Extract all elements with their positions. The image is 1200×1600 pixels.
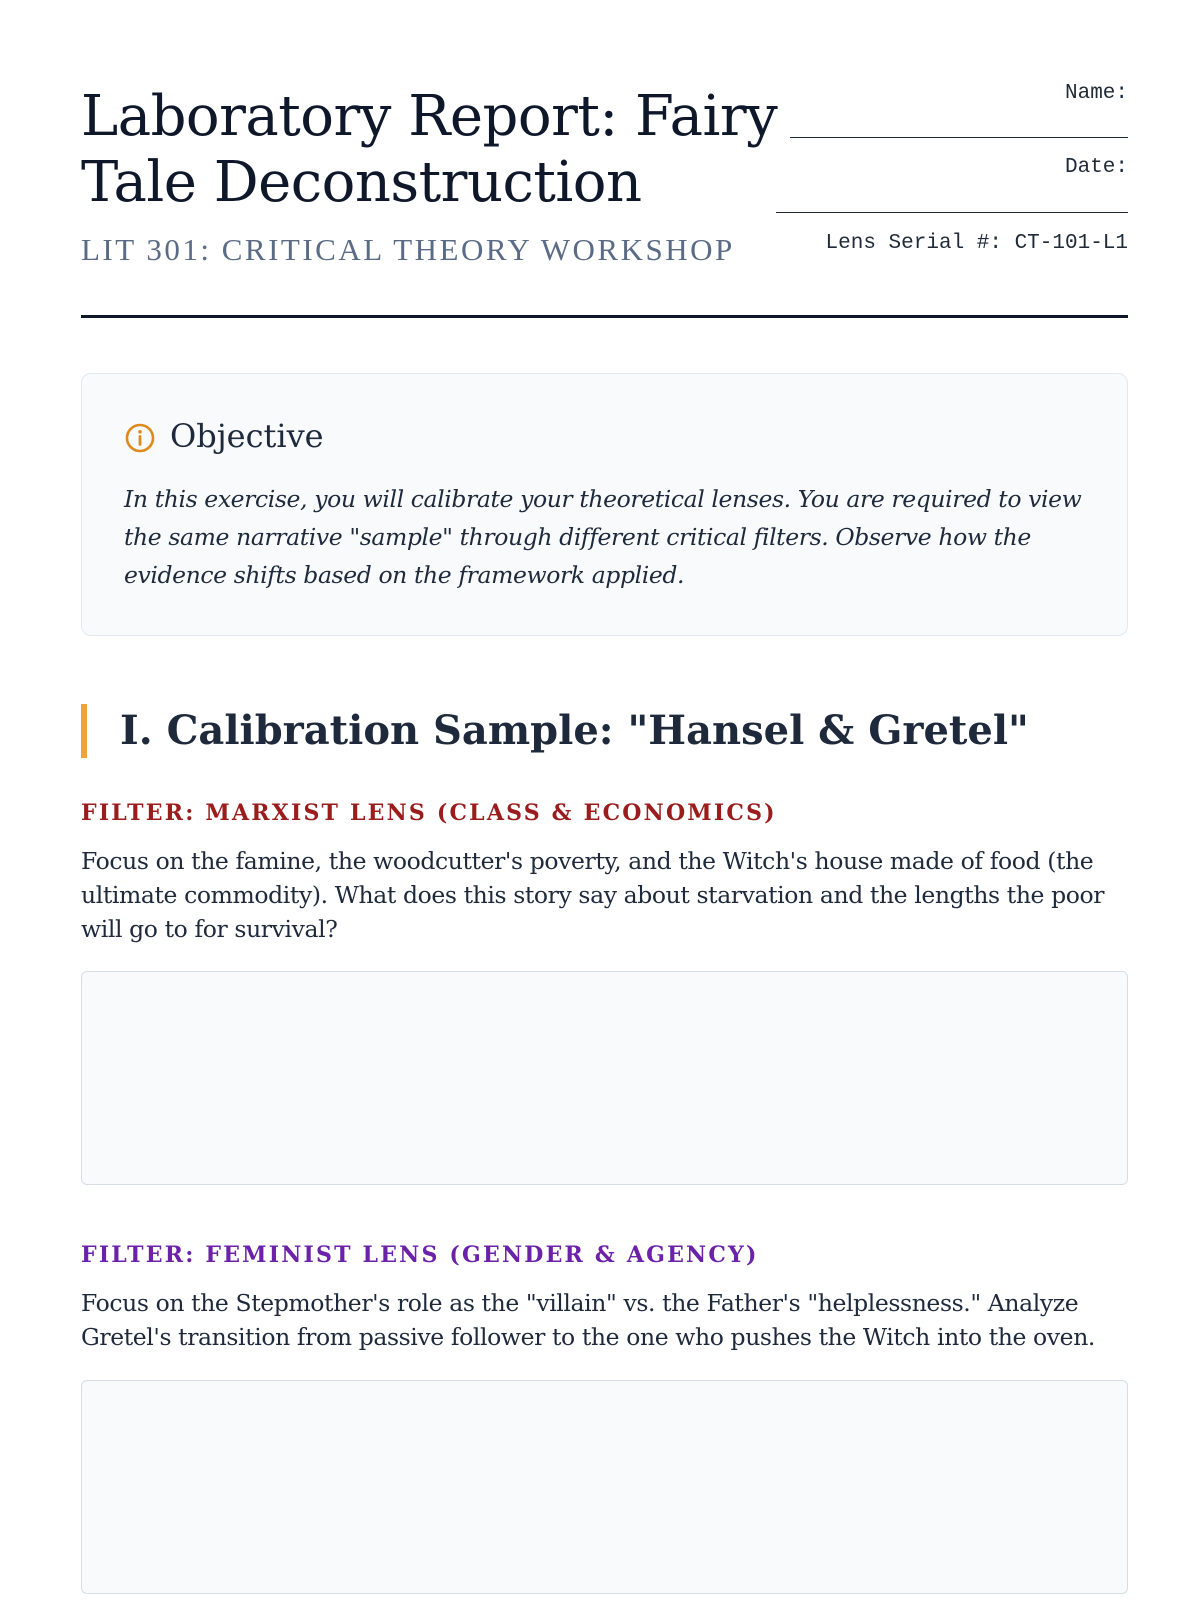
filter-description-marxist: Focus on the famine, the woodcutter's poverty, and the Witch's house made of food (the ultimate commodity). What does this story say about starvation and the lengths the poor will go to for survival? bbox=[81, 847, 1105, 943]
page-title: Laboratory Report: Fairy Tale Deconstruction bbox=[81, 84, 778, 215]
name-label: Name: bbox=[1064, 82, 1128, 105]
name-field-line[interactable] bbox=[790, 137, 1128, 138]
objective-text: In this exercise, you will calibrate your theoretical lenses. You are required to view the same narrative "sample" through different critical filters. Observe how the evidence shifts based on the framework applied. bbox=[124, 485, 1082, 589]
answer-box-feminist[interactable] bbox=[81, 1380, 1128, 1594]
filter-description-feminist: Focus on the Stepmother's role as the "villain" vs. the Father's "helplessness." Analyze Gretel's transition from passive follower to the one who pushes the Witch into the oven. bbox=[81, 1289, 1095, 1351]
info-circle-icon bbox=[124, 422, 156, 454]
report-header bbox=[81, 0, 1128, 320]
lens-serial: Lens Serial #: CT-101-L1 bbox=[825, 232, 1128, 255]
filter-label-feminist: FILTER: FEMINIST LENS (GENDER & AGENCY) bbox=[81, 1242, 759, 1268]
date-label: Date: bbox=[1064, 156, 1128, 179]
lab-report-page bbox=[81, 0, 1128, 1600]
answer-box-marxist[interactable] bbox=[81, 971, 1128, 1185]
section-heading: I. Calibration Sample: "Hansel & Gretel" bbox=[81, 704, 1029, 758]
filter-label-marxist: FILTER: MARXIST LENS (CLASS & ECONOMICS) bbox=[81, 800, 777, 826]
header-divider bbox=[81, 315, 1128, 318]
course-subtitle: LIT 301: CRITICAL THEORY WORKSHOP bbox=[81, 232, 735, 267]
date-field-line[interactable] bbox=[776, 212, 1128, 213]
objective-heading: Objective bbox=[170, 417, 324, 455]
objective-box bbox=[81, 373, 1128, 636]
